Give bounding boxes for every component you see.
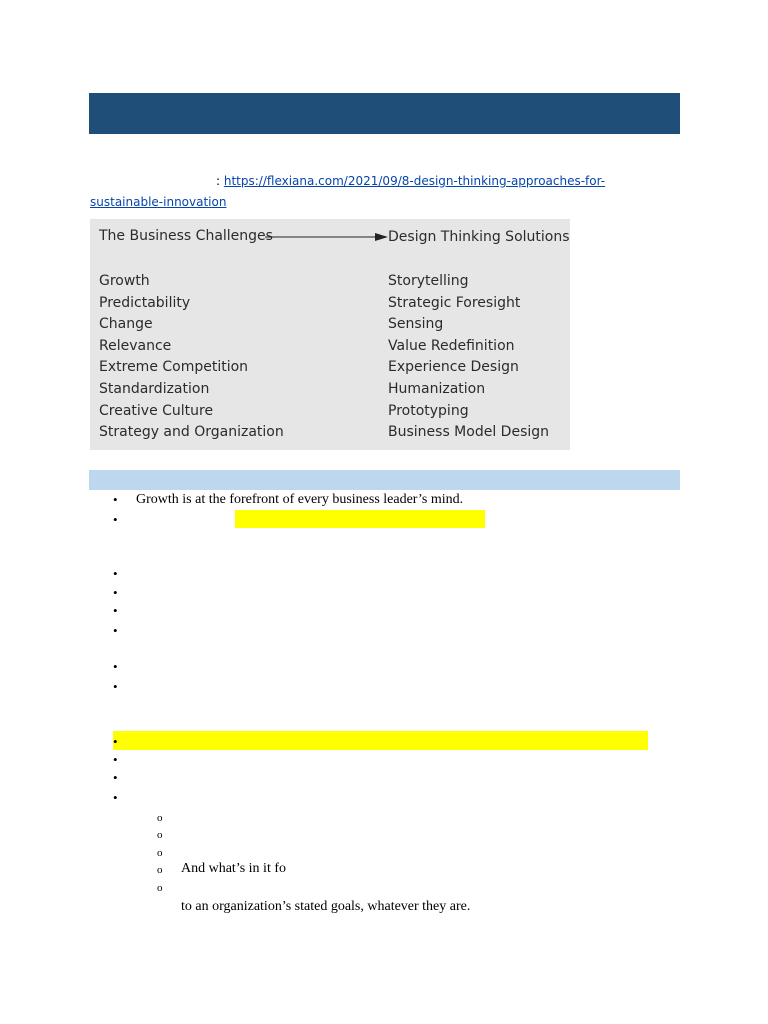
solution-item: Experience Design: [388, 359, 519, 376]
challenge-item: Creative Culture: [99, 402, 214, 419]
source-link[interactable]: https://flexiana.com/2021/09/8-design-thinking-approaches-for-sustainable-innovation: [90, 174, 606, 209]
solution-item: Humanization: [388, 380, 486, 397]
whats-in-it-text: And what’s in it fo: [181, 861, 286, 876]
figure-left-header: The Business Challenges: [99, 228, 273, 244]
sub-bullet-icon: o: [157, 882, 163, 894]
challenge-item: Growth: [99, 273, 150, 289]
source-line: [90, 171, 670, 213]
challenges-solutions-figure: [90, 219, 570, 450]
bullet-icon: •: [113, 585, 118, 600]
highlight-block: [113, 731, 648, 750]
section-heading-bar: [89, 470, 680, 490]
bullet-icon: •: [113, 659, 118, 674]
bullet-icon: •: [113, 492, 118, 507]
bullet-icon: •: [113, 623, 118, 638]
bullet-icon: •: [113, 752, 118, 767]
challenge-item: Relevance: [99, 337, 172, 354]
bullet-icon: •: [113, 770, 118, 785]
bullet-icon: •: [113, 734, 118, 749]
solution-item: Storytelling: [388, 273, 469, 289]
bullet-icon: •: [113, 603, 118, 618]
sub-bullet-icon: o: [157, 829, 163, 841]
challenge-item: Extreme Competition: [99, 359, 249, 376]
source-prefix: :: [216, 174, 221, 188]
solution-item: Business Model Design: [388, 424, 550, 441]
document-title-bar: [89, 93, 680, 134]
bullet-icon: •: [113, 512, 118, 527]
challenge-item: Standardization: [99, 380, 210, 397]
challenge-item: Predictability: [99, 294, 191, 311]
solutions-list: [388, 271, 549, 444]
bullet-icon: •: [113, 790, 118, 805]
challenge-item: Change: [99, 316, 153, 333]
solution-item: Sensing: [388, 316, 444, 333]
challenge-item: Strategy and Organization: [99, 424, 284, 441]
solution-item: Strategic Foresight: [388, 294, 521, 311]
bullet-icon: •: [113, 566, 118, 581]
solution-item: Prototyping: [388, 402, 469, 419]
growth-bullet-text: Growth is at the forefront of every business leader’s mind.: [136, 492, 464, 507]
sub-bullet-icon: o: [157, 847, 163, 859]
highlight-block: [235, 510, 485, 528]
challenges-list: [99, 271, 284, 444]
sub-bullet-icon: o: [157, 864, 163, 876]
sub-bullet-icon: o: [157, 812, 163, 824]
solution-item: Value Redefinition: [388, 337, 515, 354]
bullet-icon: •: [113, 679, 118, 694]
figure-right-header: Design Thinking Solutions: [388, 229, 570, 245]
arrow-right-icon: [265, 229, 389, 245]
goals-text: to an organization’s stated goals, whatever they are.: [181, 899, 471, 914]
